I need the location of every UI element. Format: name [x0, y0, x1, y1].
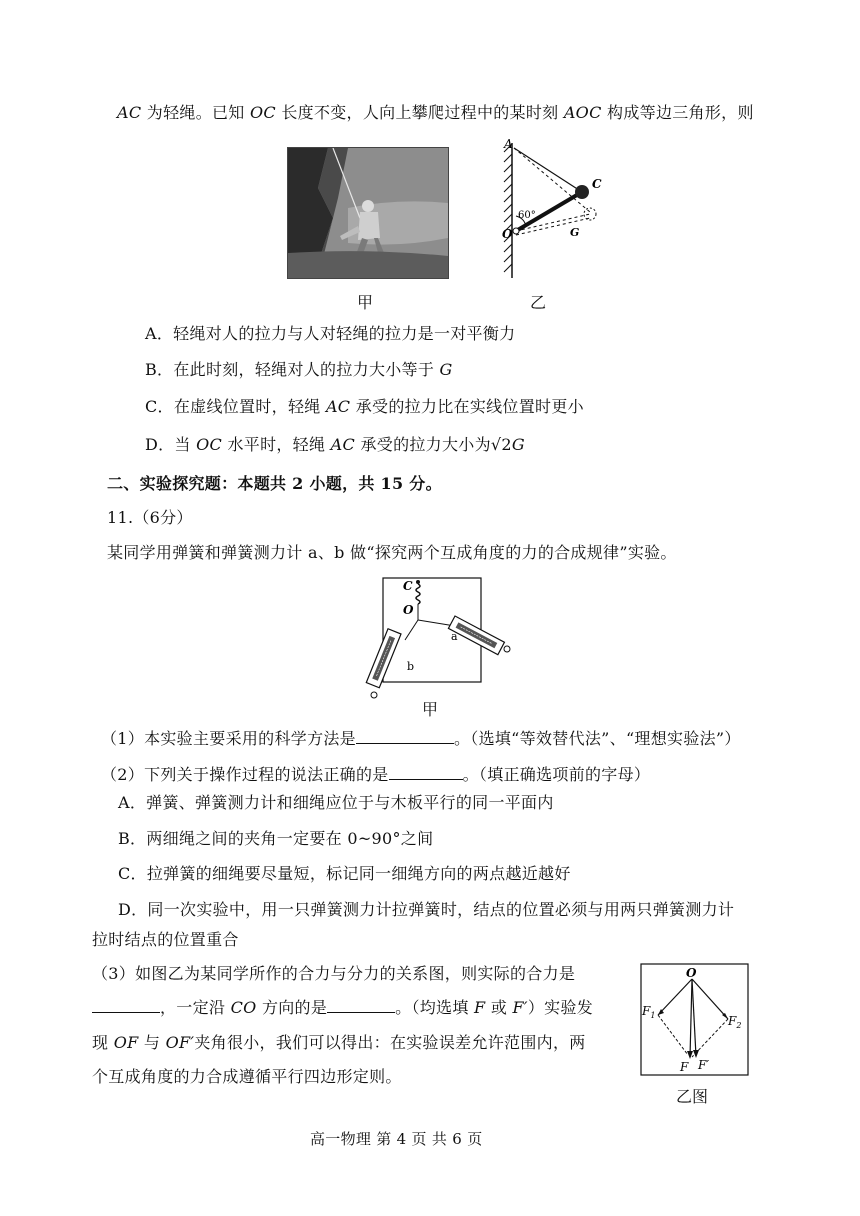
- q11-option-c: C．拉弹簧的细绳要尽量短，标记同一细绳方向的两点越近越好: [118, 864, 571, 883]
- figure1-caption-right: 乙: [530, 293, 547, 312]
- rope-ac-dashed: [514, 148, 590, 212]
- q11-part1: （1）本实验主要采用的科学方法是 。（选填“等效替代法”、“理想实验法”）: [101, 729, 741, 748]
- q10-option-b: B．在此时刻，轻绳对人的拉力大小等于 G: [145, 360, 453, 379]
- q11-figure2-caption: 乙图: [676, 1087, 709, 1106]
- label-o: O: [403, 603, 414, 617]
- vector-f1: [658, 979, 692, 1015]
- q11-option-b: B．两细绳之间的夹角一定要在 0~90°之间: [118, 829, 434, 848]
- section2-heading: 二、实验探究题：本题共 2 小题，共 15 分。: [107, 474, 442, 493]
- q11-part3-line4: 个互成角度的力合成遵循平行四边形定则。: [92, 1067, 402, 1086]
- q11-part3-line3: 现 OF 与 OF′夹角很小，我们可以得出：在实验误差允许范围内，两: [92, 1033, 586, 1052]
- q11-option-a: A．弹簧、弹簧测力计和细绳应位于与木板平行的同一平面内: [118, 793, 554, 812]
- q11-option-d-line2: 拉时结点的位置重合: [92, 930, 239, 949]
- vector-f2: [692, 979, 728, 1019]
- q11-part3-line1: （3）如图乙为某同学所作的合力与分力的关系图，则实际的合力是: [92, 964, 576, 983]
- point-c: [575, 185, 589, 199]
- q10-option-a: A．轻绳对人的拉力与人对轻绳的拉力是一对平衡力: [145, 324, 516, 343]
- q11-number: 11.（6分）: [107, 508, 193, 527]
- label-f: F: [680, 1060, 689, 1074]
- page-footer: 高一物理 第 4 页 共 6 页: [310, 1130, 483, 1148]
- q10-option-c: C．在虚线位置时，轻绳 AC 承受的拉力比在实线位置时更小: [145, 397, 584, 416]
- answer-blank-1[interactable]: [356, 727, 454, 744]
- q11-figure-caption: 甲: [422, 700, 439, 719]
- label-g: G: [570, 226, 580, 239]
- q11-part2: （2）下列关于操作过程的说法正确的是 。（填正确选项前的字母）: [101, 765, 651, 784]
- label-o: O: [686, 966, 697, 980]
- answer-blank-2[interactable]: [389, 763, 463, 780]
- spring: [416, 584, 420, 604]
- force-parallelogram-diagram: [640, 963, 750, 1078]
- q11-intro: 某同学用弹簧和弹簧测力计 a、b 做“探究两个互成角度的力的合成规律”实验。: [107, 543, 677, 562]
- figure1-caption-left: 甲: [357, 293, 374, 312]
- label-f2: $F_2$: [728, 1014, 742, 1030]
- rope-ac: [514, 148, 582, 192]
- answer-blank-4[interactable]: [327, 996, 395, 1013]
- spring-scale-b: [366, 629, 401, 688]
- vector-f-prime: [692, 979, 696, 1056]
- climber-photo-illustration: [288, 148, 448, 278]
- label-o: O: [502, 227, 513, 241]
- label-c: C: [592, 177, 602, 191]
- answer-blank-3[interactable]: [92, 996, 160, 1013]
- label-c: C: [403, 579, 413, 593]
- climber-photo: [287, 147, 449, 279]
- rope-diagram: [490, 138, 620, 278]
- label-a: A: [504, 138, 513, 151]
- label-a: a: [451, 630, 458, 643]
- spring-experiment-diagram: [365, 574, 525, 699]
- q11-part3-line2: ，一定沿 CO 方向的是 。（均选填 F 或 F′）实验发: [92, 996, 593, 1020]
- label-angle: 60°: [518, 210, 536, 221]
- intro-line: AC 为轻绳。已知 OC 长度不变，人向上攀爬过程中的某时刻 AOC 构成等边三角形，则: [117, 103, 754, 122]
- label-f1: $F_1$: [642, 1004, 656, 1020]
- label-b: b: [407, 660, 415, 673]
- label-f-prime: F′: [698, 1058, 710, 1072]
- vector-f: [690, 979, 692, 1057]
- q10-option-d: D．当 OC 水平时，轻绳 AC 承受的拉力大小为√2G: [145, 435, 525, 454]
- q11-option-d-line1: D．同一次实验中，用一只弹簧测力计拉弹簧时，结点的位置必须与用两只弹簧测力计: [118, 900, 735, 919]
